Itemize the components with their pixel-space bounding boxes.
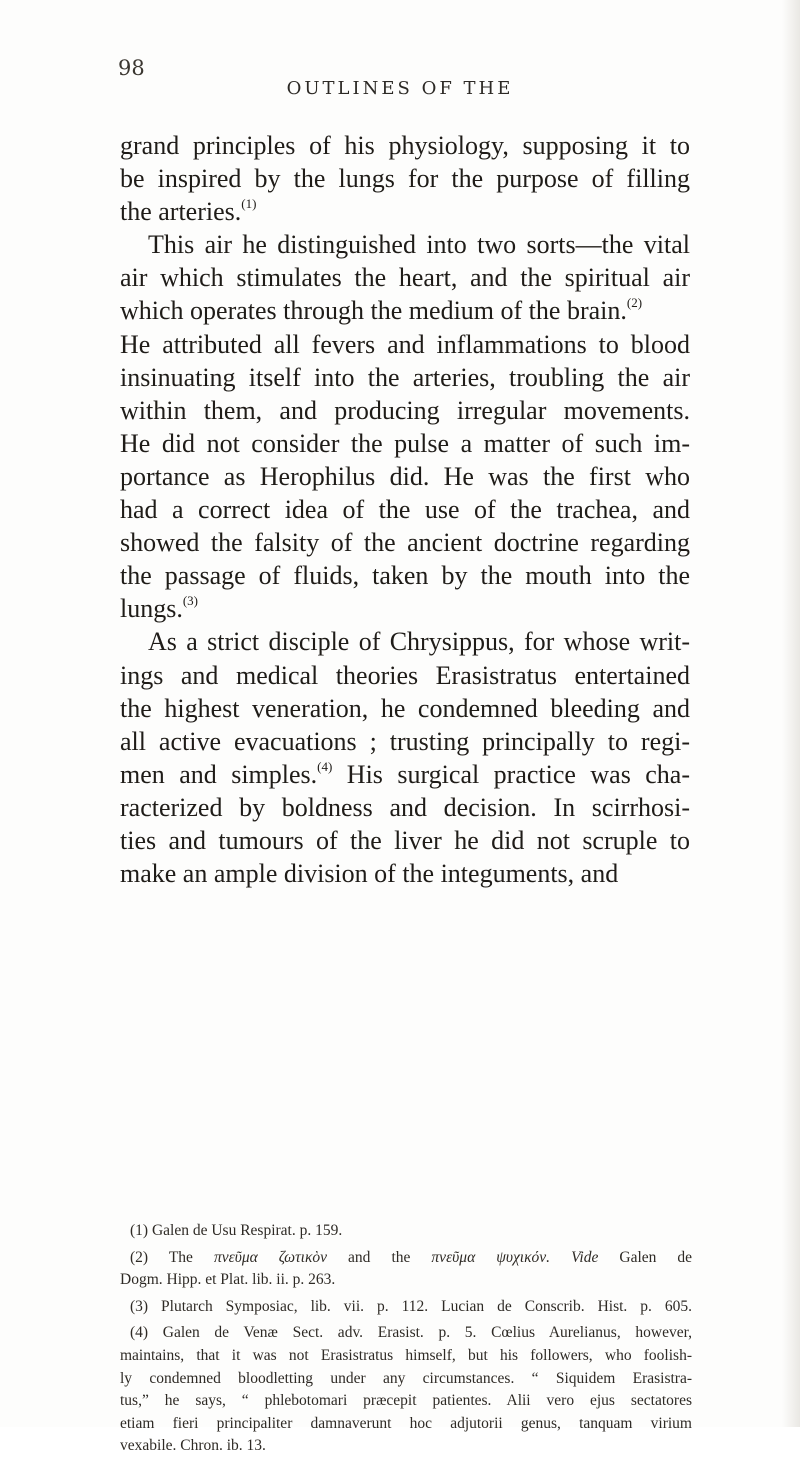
footnote-ref-4: (4) [317, 758, 333, 774]
text-line: insinuating itself into the arteries, troubling the air [120, 362, 690, 392]
footnote-4-line: vexabile. Chron. ib. 13. [120, 1437, 266, 1455]
text-line: lungs.$^{(3)}$ [120, 593, 199, 624]
footnote-2-continued: Dogm. Hipp. et Plat. lib. ii. p. 263. [120, 1271, 336, 1289]
footnote-4-line: ly condemned bloodletting under any circumstances. “ Siquidem Erasistra- [120, 1369, 692, 1387]
text-line: within them, and producing irregular movements. [120, 395, 690, 425]
text-line: the passage of fluids, taken by the mouth into the [120, 561, 690, 591]
text-line: men and simples.$^{(4)}$ His surgical practice was cha- [120, 758, 690, 789]
page-edge-shadow [782, 0, 800, 1427]
text-line: which operates through the medium of the brain.$^{(2)}$ [120, 295, 643, 326]
text-line: be inspired by the lungs for the purpose of filling [120, 164, 690, 194]
running-title: OUTLINES OF THE [286, 78, 514, 99]
text-line: all active evacuations ; trusting principally to regi- [120, 726, 690, 756]
text-line: This air he distinguished into two sorts—the vital [148, 230, 690, 260]
main-text [120, 129, 690, 890]
text-line: ings and medical theories Erasistratus entertained [120, 660, 690, 690]
footnote-2: (2) The πνεῦμα ζωτικὸν and the πνεῦμα ψυχικόν. Vide Galen de [130, 1248, 693, 1266]
text-line: the arteries.$^{(1)}$ [120, 196, 257, 227]
footnote-3: (3) Plutarch Symposiac, lib. vii. p. 112. Lucian de Conscrib. Hist. p. 605. [130, 1297, 692, 1315]
text-line: He attributed all fevers and inflammations to blood [120, 329, 690, 359]
footnote-ref-1: (1) [241, 196, 257, 212]
text-line: the highest veneration, he condemned bleeding and [120, 693, 690, 723]
text-line: He did not consider the pulse a matter of such im- [120, 428, 690, 458]
page-number: 98 [118, 56, 145, 80]
text-line: make an ample division of the integuments, and [120, 859, 619, 889]
text-line: portance as Herophilus did. He was the first who [120, 461, 690, 491]
text-line: had a correct idea of the use of the trachea, and [120, 495, 690, 525]
text-line: grand principles of his physiology, supposing it to [120, 131, 690, 160]
text-line: showed the falsity of the ancient doctrine regarding [120, 528, 690, 558]
footnote-1: (1) Galen de Usu Respirat. p. 159. [130, 1222, 343, 1239]
text-line: air which stimulates the heart, and the spiritual air [120, 263, 690, 293]
footnote-ref-2: (2) [626, 295, 643, 311]
footnotes [120, 1220, 692, 1458]
text-line: racterized by boldness and decision. In scirrhosi- [120, 792, 690, 822]
footnote-4-line: etiam fieri principaliter damnaverunt hoc adjutorii genus, tanquam virium [120, 1414, 692, 1432]
footnote-ref-3: (3) [182, 593, 199, 609]
footnote-4: (4) Galen de Venæ Sect. adv. Erasist. p. 5. Cœlius Aurelianus, however, [130, 1324, 692, 1342]
text-line: As a strict disciple of Chrysippus, for whose writ- [148, 627, 690, 657]
footnote-4-line: maintains, that it was not Erasistratus himself, but his followers, who foolish- [120, 1346, 692, 1364]
footnote-4-line: tus,” he says, “ phlebotomari præcepit patientes. Alii vero ejus sectatores [120, 1392, 692, 1410]
text-line: ties and tumours of the liver he did not scruple to [120, 825, 690, 855]
